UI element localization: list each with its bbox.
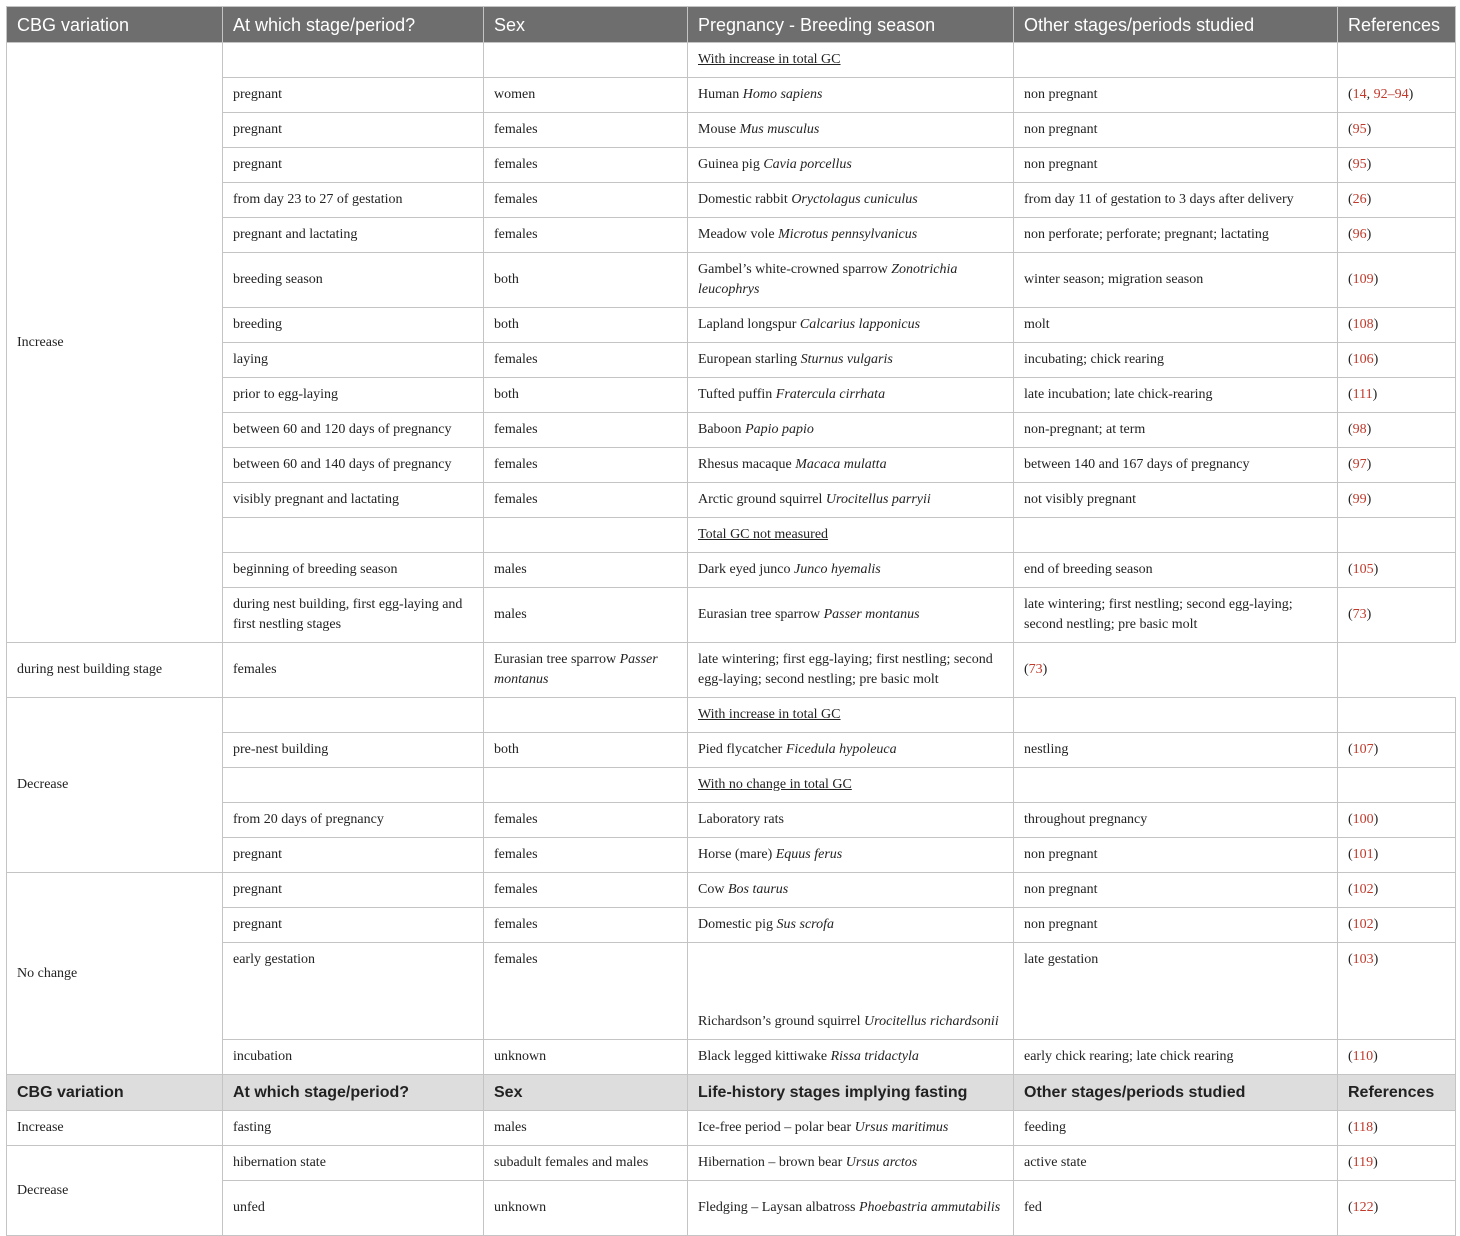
reference-cell: (122) (1338, 1181, 1456, 1236)
sex-cell: females (484, 413, 688, 448)
subheading: With increase in total GC (698, 707, 841, 722)
table-row (7, 873, 1456, 908)
reference-link[interactable]: 108 (1352, 317, 1374, 332)
sex-cell: both (484, 733, 688, 768)
reference-cell: (109) (1338, 253, 1456, 308)
reference-cell: (119) (1338, 1146, 1456, 1181)
reference-link[interactable]: 95 (1352, 122, 1367, 137)
sex-cell: females (484, 943, 688, 1040)
stage-cell: breeding season (223, 253, 484, 308)
sex-cell: females (484, 183, 688, 218)
reference-link[interactable]: 101 (1352, 847, 1374, 862)
column-header: At which stage/period? (223, 1075, 484, 1111)
reference-link[interactable]: 96 (1352, 227, 1367, 242)
reference-link[interactable]: 92–94 (1373, 87, 1409, 102)
subheading: With no change in total GC (698, 777, 852, 792)
other-stages-cell: non pregnant (1014, 908, 1338, 943)
column-header: At which stage/period? (223, 7, 484, 43)
reference-link[interactable]: 73 (1028, 662, 1043, 677)
species-cell: Dark eyed junco Junco hyemalis (688, 553, 1014, 588)
stage-cell: from 20 days of pregnancy (223, 803, 484, 838)
column-header: Life-history stages implying fasting (688, 1075, 1014, 1111)
species-cell: Domestic pig Sus scrofa (688, 908, 1014, 943)
reference-cell: (100) (1338, 803, 1456, 838)
sex-cell: females (484, 148, 688, 183)
reference-cell: (73) (1338, 588, 1456, 643)
stage-cell: pre-nest building (223, 733, 484, 768)
other-stages-cell: late incubation; late chick-rearing (1014, 378, 1338, 413)
sex-cell: unknown (484, 1040, 688, 1075)
other-stages-cell: non pregnant (1014, 873, 1338, 908)
reference-link[interactable]: 118 (1352, 1120, 1374, 1135)
sex-cell: females (484, 838, 688, 873)
table-row (7, 553, 1456, 588)
species-cell: Fledging – Laysan albatross Phoebastria ammutabilis (688, 1181, 1014, 1236)
table-container (6, 6, 1455, 1236)
table-row (7, 183, 1456, 218)
reference-cell: (101) (1338, 838, 1456, 873)
stage-cell: during nest building stage (7, 643, 223, 698)
reference-link[interactable]: 102 (1352, 917, 1374, 932)
stage-cell: pregnant (223, 873, 484, 908)
reference-cell: (105) (1338, 553, 1456, 588)
species-cell: Meadow vole Microtus pennsylvanicus (688, 218, 1014, 253)
reference-cell: (108) (1338, 308, 1456, 343)
species-cell: Laboratory rats (688, 803, 1014, 838)
stage-cell: early gestation (223, 943, 484, 1040)
species-cell: Horse (mare) Equus ferus (688, 838, 1014, 873)
other-stages-cell: early chick rearing; late chick rearing (1014, 1040, 1338, 1075)
reference-link[interactable]: 14 (1352, 87, 1367, 102)
stage-cell: fasting (223, 1111, 484, 1146)
other-stages-cell: feeding (1014, 1111, 1338, 1146)
table-row (7, 113, 1456, 148)
cbg-variation-table (6, 6, 1456, 1236)
other-stages-cell: late wintering; first nestling; second egg-laying; second nestling; pre basic molt (1014, 588, 1338, 643)
table-row (7, 253, 1456, 308)
sex-cell: females (484, 113, 688, 148)
species-cell: Pied flycatcher Ficedula hypoleuca (688, 733, 1014, 768)
sex-cell: males (484, 588, 688, 643)
stage-cell: laying (223, 343, 484, 378)
table-row (7, 943, 1456, 1040)
table-row (7, 698, 1456, 733)
species-cell: Guinea pig Cavia porcellus (688, 148, 1014, 183)
group-label-no-change: No change (7, 873, 223, 1075)
other-stages-cell: fed (1014, 1181, 1338, 1236)
table-row (7, 1040, 1456, 1075)
sex-cell: both (484, 378, 688, 413)
species-cell: Baboon Papio papio (688, 413, 1014, 448)
other-stages-cell: nestling (1014, 733, 1338, 768)
reference-cell: (73) (1014, 643, 1338, 698)
stage-cell: incubation (223, 1040, 484, 1075)
table-row (7, 588, 1456, 643)
other-stages-cell: between 140 and 167 days of pregnancy (1014, 448, 1338, 483)
group-label-increase: Increase (7, 43, 223, 643)
group-label-decrease: Decrease (7, 698, 223, 873)
other-stages-cell: molt (1014, 308, 1338, 343)
stage-cell: pregnant (223, 78, 484, 113)
stage-cell: between 60 and 140 days of pregnancy (223, 448, 484, 483)
other-stages-cell: non perforate; perforate; pregnant; lactating (1014, 218, 1338, 253)
stage-cell: pregnant (223, 113, 484, 148)
group-label-decrease: Decrease (7, 1146, 223, 1236)
table-row (7, 838, 1456, 873)
table-row (7, 803, 1456, 838)
table-row (7, 483, 1456, 518)
species-cell: Arctic ground squirrel Urocitellus parryii (688, 483, 1014, 518)
reference-link[interactable]: 105 (1352, 562, 1374, 577)
reference-link[interactable]: 99 (1352, 492, 1367, 507)
table-row (7, 643, 1456, 698)
reference-cell: (96) (1338, 218, 1456, 253)
subheading: Total GC not measured (698, 527, 829, 542)
reference-link[interactable]: 97 (1352, 457, 1367, 472)
column-header: Other stages/periods studied (1014, 1075, 1338, 1111)
sex-cell: unknown (484, 1181, 688, 1236)
sex-cell: females (484, 343, 688, 378)
sex-cell: women (484, 78, 688, 113)
table-row (7, 308, 1456, 343)
species-cell: European starling Sturnus vulgaris (688, 343, 1014, 378)
reference-cell: (102) (1338, 908, 1456, 943)
other-stages-cell: active state (1014, 1146, 1338, 1181)
other-stages-cell: late gestation (1014, 943, 1338, 1040)
table-row (7, 518, 1456, 553)
stage-cell: from day 23 to 27 of gestation (223, 183, 484, 218)
column-header: Sex (484, 7, 688, 43)
stage-cell: pregnant (223, 148, 484, 183)
reference-link[interactable]: 107 (1352, 742, 1374, 757)
table-row (7, 78, 1456, 113)
reference-cell: (106) (1338, 343, 1456, 378)
column-header: Sex (484, 1075, 688, 1111)
reference-cell: (97) (1338, 448, 1456, 483)
reference-link[interactable]: 95 (1352, 157, 1367, 172)
reference-link[interactable]: 73 (1352, 607, 1367, 622)
stage-cell: prior to egg-laying (223, 378, 484, 413)
group-label-increase: Increase (7, 1111, 223, 1146)
other-stages-cell: incubating; chick rearing (1014, 343, 1338, 378)
table-row (7, 343, 1456, 378)
species-cell: Cow Bos taurus (688, 873, 1014, 908)
stage-cell: visibly pregnant and lactating (223, 483, 484, 518)
column-header: References (1338, 7, 1456, 43)
table-row (7, 148, 1456, 183)
stage-cell: between 60 and 120 days of pregnancy (223, 413, 484, 448)
reference-cell: (98) (1338, 413, 1456, 448)
other-stages-cell: non pregnant (1014, 148, 1338, 183)
other-stages-cell: non pregnant (1014, 78, 1338, 113)
species-cell: Richardson’s ground squirrel Urocitellus richardsonii (688, 943, 1014, 1040)
sex-cell: females (223, 643, 484, 698)
sex-cell: females (484, 448, 688, 483)
species-cell: Lapland longspur Calcarius lapponicus (688, 308, 1014, 343)
stage-cell: pregnant (223, 908, 484, 943)
species-cell: Ice-free period – polar bear Ursus maritimus (688, 1111, 1014, 1146)
stage-cell: unfed (223, 1181, 484, 1236)
sex-cell: females (484, 218, 688, 253)
species-cell: Tufted puffin Fratercula cirrhata (688, 378, 1014, 413)
reference-cell: (95) (1338, 148, 1456, 183)
species-cell: Eurasian tree sparrow Passer montanus (688, 588, 1014, 643)
reference-cell: (110) (1338, 1040, 1456, 1075)
sex-cell: subadult females and males (484, 1146, 688, 1181)
table-row (7, 413, 1456, 448)
table-row (7, 1111, 1456, 1146)
sex-cell: females (484, 803, 688, 838)
reference-link[interactable]: 103 (1352, 952, 1374, 967)
column-header: References (1338, 1075, 1456, 1111)
column-header: CBG variation (7, 1075, 223, 1111)
other-stages-cell: from day 11 of gestation to 3 days after delivery (1014, 183, 1338, 218)
other-stages-cell: non pregnant (1014, 838, 1338, 873)
reference-cell: (111) (1338, 378, 1456, 413)
stage-cell: during nest building, first egg-laying and first nestling stages (223, 588, 484, 643)
species-cell: Mouse Mus musculus (688, 113, 1014, 148)
sex-cell: females (484, 873, 688, 908)
species-cell: Domestic rabbit Oryctolagus cuniculus (688, 183, 1014, 218)
column-header: Pregnancy - Breeding season (688, 7, 1014, 43)
stage-cell: pregnant and lactating (223, 218, 484, 253)
reference-link[interactable]: 109 (1352, 272, 1374, 287)
other-stages-cell: winter season; migration season (1014, 253, 1338, 308)
reference-cell: (102) (1338, 873, 1456, 908)
species-cell: Hibernation – brown bear Ursus arctos (688, 1146, 1014, 1181)
table-row (7, 908, 1456, 943)
other-stages-cell: throughout pregnancy (1014, 803, 1338, 838)
species-cell: Eurasian tree sparrow Passer montanus (484, 643, 688, 698)
stage-cell: pregnant (223, 838, 484, 873)
reference-link[interactable]: 26 (1352, 192, 1367, 207)
stage-cell: hibernation state (223, 1146, 484, 1181)
reference-link[interactable]: 106 (1352, 352, 1374, 367)
table-row (7, 218, 1456, 253)
reference-link[interactable]: 102 (1352, 882, 1374, 897)
table-row (7, 378, 1456, 413)
species-cell: Human Homo sapiens (688, 78, 1014, 113)
reference-link[interactable]: 111 (1352, 387, 1373, 402)
species-cell: Rhesus macaque Macaca mulatta (688, 448, 1014, 483)
reference-cell: (26) (1338, 183, 1456, 218)
stage-cell: beginning of breeding season (223, 553, 484, 588)
table-subheader-row (7, 1075, 1456, 1111)
reference-cell: (107) (1338, 733, 1456, 768)
sex-cell: females (484, 483, 688, 518)
other-stages-cell: non pregnant (1014, 113, 1338, 148)
column-header: CBG variation (7, 7, 223, 43)
other-stages-cell: late wintering; first egg-laying; first nestling; second egg-laying; second nestling; pre basic molt (688, 643, 1014, 698)
reference-cell: (95) (1338, 113, 1456, 148)
table-row (7, 448, 1456, 483)
sex-cell: both (484, 253, 688, 308)
reference-cell: (99) (1338, 483, 1456, 518)
table-row (7, 1146, 1456, 1181)
reference-link[interactable]: 122 (1352, 1200, 1374, 1215)
reference-link[interactable]: 100 (1352, 812, 1374, 827)
table-row (7, 733, 1456, 768)
sex-cell: males (484, 553, 688, 588)
reference-link[interactable]: 119 (1352, 1155, 1374, 1170)
sex-cell: males (484, 1111, 688, 1146)
species-cell: Gambel’s white-crowned sparrow Zonotrichia leucophrys (688, 253, 1014, 308)
subheading: With increase in total GC (698, 52, 841, 67)
table-header-row (7, 7, 1456, 43)
reference-link[interactable]: 98 (1352, 422, 1367, 437)
reference-cell: (118) (1338, 1111, 1456, 1146)
reference-cell: (14, 92–94) (1338, 78, 1456, 113)
sex-cell: females (484, 908, 688, 943)
reference-cell: (103) (1338, 943, 1456, 1040)
sex-cell: both (484, 308, 688, 343)
other-stages-cell: not visibly pregnant (1014, 483, 1338, 518)
other-stages-cell: end of breeding season (1014, 553, 1338, 588)
table-row (7, 768, 1456, 803)
table-row (7, 1181, 1456, 1236)
stage-cell: breeding (223, 308, 484, 343)
table-row (7, 43, 1456, 78)
other-stages-cell: non-pregnant; at term (1014, 413, 1338, 448)
reference-link[interactable]: 110 (1352, 1049, 1374, 1064)
column-header: Other stages/periods studied (1014, 7, 1338, 43)
species-cell: Black legged kittiwake Rissa tridactyla (688, 1040, 1014, 1075)
